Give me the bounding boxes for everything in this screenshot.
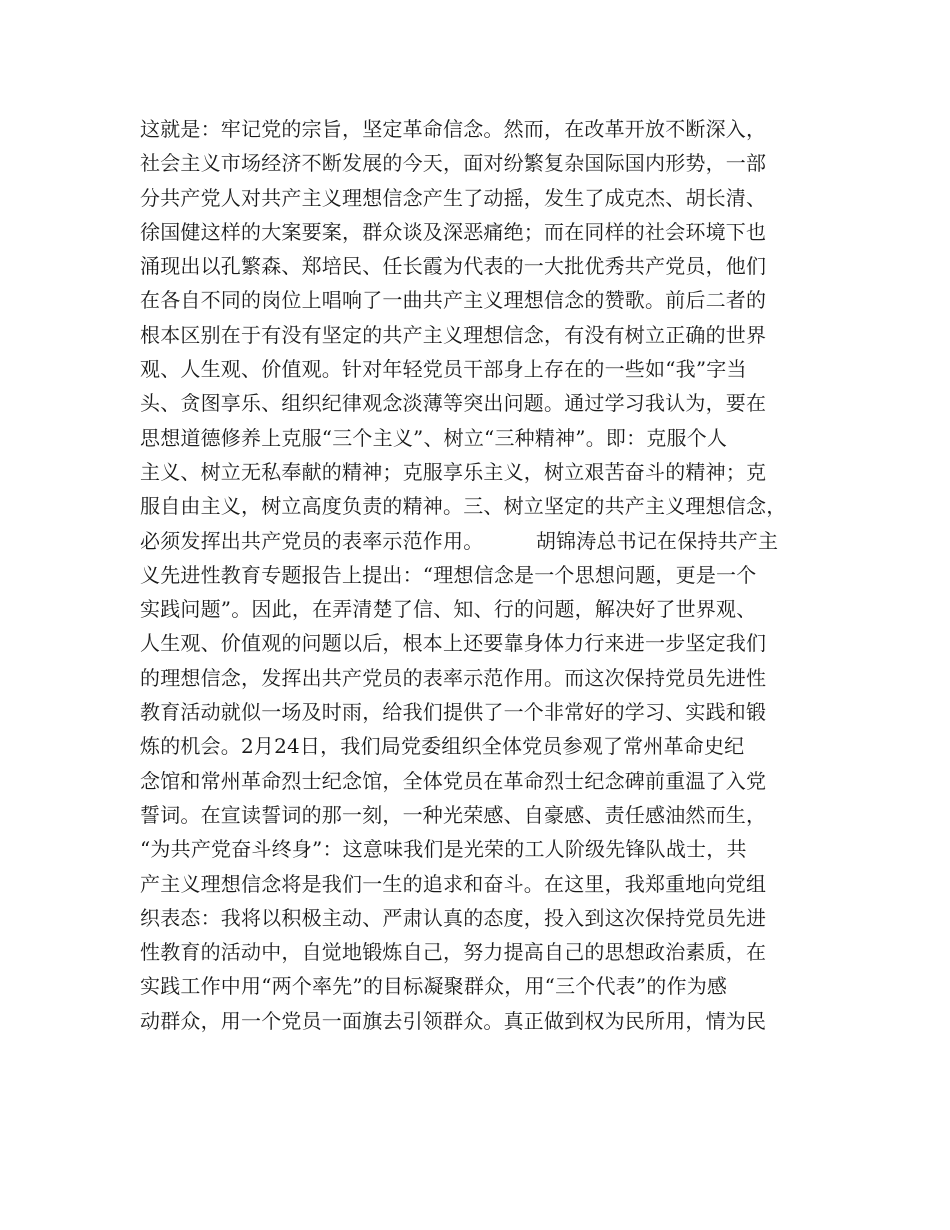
text-line: 头、贪图享乐、组织纪律观念淡薄等突出问题。通过学习我认为，要在 (140, 391, 767, 416)
text-line: 主义、树立无私奉献的精神；克服享乐主义，树立艰苦奋斗的精神；克 (140, 459, 767, 484)
text-line: 分共产党人对共产主义理想信念产生了动摇，发生了成克杰、胡长清、 (140, 185, 767, 210)
text-line: 义先进性教育专题报告上提出：“理想信念是一个思想问题，更是一个 (140, 562, 757, 587)
text-line: 社会主义市场经济不断发展的今天，面对纷繁复杂国际国内形势，一部 (140, 151, 767, 176)
text-line: 产主义理想信念将是我们一生的追求和奋斗。在这里，我郑重地向党组 (140, 871, 767, 896)
body-text (140, 112, 830, 1038)
text-line: 动群众，用一个党员一面旗去引领群众。真正做到权为民所用，情为民 (140, 1008, 767, 1033)
text-line: 念馆和常州革命烈士纪念馆，全体党员在革命烈士纪念碑前重温了入党 (140, 768, 767, 793)
text-line: 实践问题”。因此，在弄清楚了信、知、行的问题，解决好了世界观、 (140, 597, 757, 622)
text-line: 在各自不同的岗位上唱响了一曲共产主义理想信念的赞歌。前后二者的 (140, 288, 767, 313)
text-line: 炼的机会。2月24日，我们局党委组织全体党员参观了常州革命史纪 (140, 734, 745, 759)
text-line: 人生观、价值观的问题以后，根本上还要靠身体力行来进一步坚定我们 (140, 631, 767, 656)
text-line: 织表态：我将以积极主动、严肃认真的态度，投入到这次保持党员先进 (140, 905, 767, 930)
text-line: 涌现出以孔繁森、郑培民、任长霞为代表的一大批优秀共产党员，他们 (140, 254, 767, 279)
text-line: “为共产党奋斗终身”：这意味我们是光荣的工人阶级先锋队战士，共 (140, 837, 747, 862)
text-line: 根本区别在于有没有坚定的共产主义理想信念，有没有树立正确的世界 (140, 322, 767, 347)
text-line: 誓词。在宣读誓词的那一刻，一种光荣感、自豪感、责任感油然而生， (140, 802, 767, 827)
text-line: 实践工作中用“两个率先”的目标凝聚群众，用“三个代表”的作为感 (140, 974, 728, 999)
text-line: 性教育的活动中，自觉地锻炼自己，努力提高自己的思想政治素质，在 (140, 940, 767, 965)
text-line: 教育活动就似一场及时雨，给我们提供了一个非常好的学习、实践和锻 (140, 700, 767, 725)
text-line: 服自由主义，树立高度负责的精神。三、树立坚定的共产主义理想信念， (140, 494, 787, 519)
text-line: 思想道德修养上克服“三个主义”、树立“三种精神”。即：克服个人 (140, 425, 728, 450)
text-line: 徐国健这样的大案要案，群众谈及深恶痛绝；而在同样的社会环境下也 (140, 219, 767, 244)
text-line: 的理想信念，发挥出共产党员的表率示范作用。而这次保持党员先进性 (140, 665, 767, 690)
text-line: 必须发挥出共产党员的表率示范作用。 胡锦涛总书记在保持共产主 (140, 528, 779, 553)
text-line: 这就是：牢记党的宗旨，坚定革命信念。然而，在改革开放不断深入， (140, 117, 767, 141)
text-line: 观、人生观、价值观。针对年轻党员干部身上存在的一些如“我”字当 (140, 357, 747, 382)
